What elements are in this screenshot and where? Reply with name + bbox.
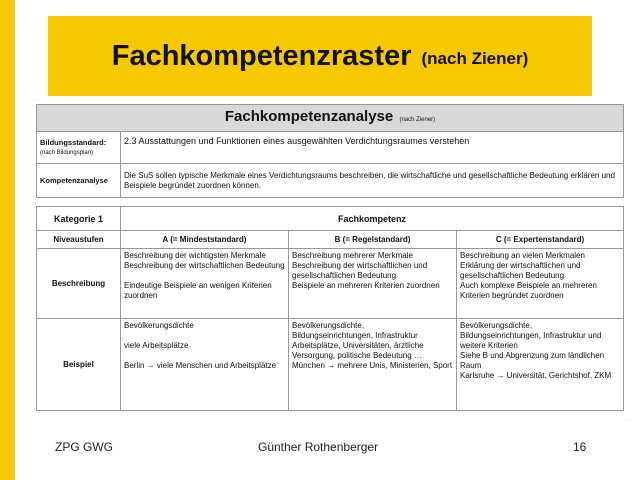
- slide-title: Fachkompetenzraster: [111, 39, 412, 72]
- table-heading-note: (nach Ziener): [399, 116, 436, 123]
- beschreibung-a: Beschreibung der wichtigsten Merkmale Beschreibung der wirtschaftlichen Bedeutung Eindeutige Beispiele an wenigen Kriterien zuordnen: [121, 249, 289, 319]
- left-accent-bar: [0, 0, 15, 480]
- bildungsstandard-label-cell: [37, 132, 121, 164]
- beschreibung-label: Beschreibung: [37, 249, 121, 319]
- bildungsstandard-sub: (nach Bildungsplan): [40, 149, 94, 156]
- footer-center: Günther Rothenberger: [258, 440, 379, 454]
- beispiel-c: Bevölkerungsdichte, Bildungseinrichtungen, Infrastruktur und weitere Kriterien Siehe B und Abgrenzung zum ländlichen Raum Karlsruhe → Universität, Gerichtshof, ZKM: [457, 319, 624, 411]
- beispiel-b: Bevölkerungsdichte, Bildungseinrichtungen, Infrastruktur Arbeitsplätze, Universitäten, ärztliche Versorgung, politische Bedeutung … München → mehrere Unis, Ministerien, Sport: [289, 319, 457, 411]
- table-gap: [37, 198, 624, 207]
- kompetenz-table: [36, 104, 624, 411]
- kompetenz-label: Kompetenzanalyse: [37, 164, 121, 198]
- bildungsstandard-value: 2.3 Ausstattungen und Funktionen eines ausgewählten Verdichtungsraumes verstehen: [121, 132, 624, 164]
- beschreibung-b: Beschreibung mehrerer Merkmale Beschreibung der wirtschaftlichen und gesellschaftlichen Bedeutung Beispiele an mehreren Kriterien zuordnen: [289, 249, 457, 319]
- beschreibung-c: Beschreibung an vielen Merkmalen Erklärung der wirtschaftlichen und gesellschaftlichen Bedeutung Auch komplexe Beispiele an mehreren Kriterien begründet zuordnen: [457, 249, 624, 319]
- kompetenz-value: Die SuS sollen typische Merkmale eines Verdichtungsraums beschreiben, die wirtschaftliche und gesellschaftliche Bedeutung erklären und Beispiele begründet zuordnen können.: [121, 164, 624, 198]
- footer-page-number: 16: [573, 440, 587, 454]
- slide-subtitle: (nach Ziener): [421, 49, 529, 68]
- beispiel-a: Bevölkerungsdichte viele Arbeitsplätze Berlin → viele Menschen und Arbeitsplätze: [121, 319, 289, 411]
- bildungsstandard-label: Bildungsstandard:: [40, 137, 107, 147]
- beispiel-label: Beispiel: [37, 319, 121, 411]
- niveau-label: Niveaustufen: [37, 231, 121, 249]
- kategorie-label: Kategorie 1: [37, 207, 121, 231]
- fachkompetenz-label: Fachkompetenz: [121, 207, 624, 231]
- crop-mark: ˈ: [33, 100, 35, 106]
- level-a: A (= Mindeststandard): [121, 231, 289, 249]
- level-b: B (= Regelstandard): [289, 231, 457, 249]
- table-heading-title: Fachkompetenzanalyse: [224, 107, 394, 125]
- footer-left: ZPG GWG: [55, 440, 113, 454]
- table-heading: [37, 105, 624, 132]
- crop-mark-bottom: ˌ: [625, 414, 627, 420]
- document-table-container: [36, 104, 623, 424]
- slide-title-box: [48, 16, 592, 96]
- level-c: C (= Expertenstandard): [457, 231, 624, 249]
